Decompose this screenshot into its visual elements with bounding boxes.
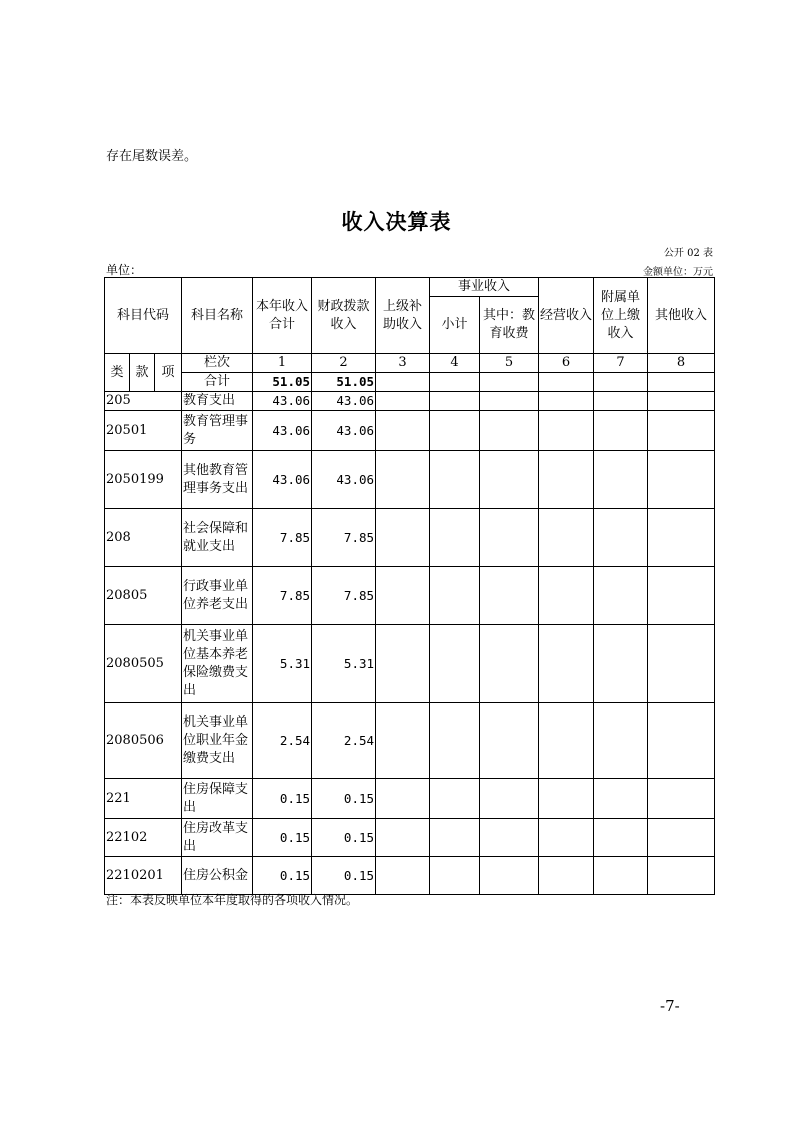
row-name: 住房保障支出 xyxy=(182,779,253,819)
table-row xyxy=(105,451,715,509)
unit-label: 单位： xyxy=(106,263,143,277)
row-fiscal: 0.15 xyxy=(312,779,376,819)
row-total: 0.15 xyxy=(253,857,312,895)
row-fiscal: 43.06 xyxy=(312,411,376,451)
row-total: 7.85 xyxy=(253,567,312,625)
row-name: 教育管理事务 xyxy=(182,411,253,451)
row-fiscal: 7.85 xyxy=(312,509,376,567)
col-num-7: 7 xyxy=(594,354,648,373)
form-number: 公开 02 表 xyxy=(663,248,713,259)
header-total: 本年收入合计 xyxy=(253,278,312,354)
row-total: 43.06 xyxy=(253,411,312,451)
row-name: 行政事业单位养老支出 xyxy=(182,567,253,625)
row-fiscal: 43.06 xyxy=(312,451,376,509)
row-total: 0.15 xyxy=(253,819,312,857)
table-row xyxy=(105,857,715,895)
row-fiscal: 5.31 xyxy=(312,625,376,703)
row-code: 22102 xyxy=(105,819,182,857)
row-fiscal: 2.54 xyxy=(312,703,376,779)
col-num-8: 8 xyxy=(648,354,715,373)
header-upper: 上级补助收入 xyxy=(376,278,430,354)
row-total: 0.15 xyxy=(253,779,312,819)
total-fiscal: 51.05 xyxy=(312,373,376,392)
row-fiscal: 43.06 xyxy=(312,392,376,411)
row-name: 其他教育管理事务支出 xyxy=(182,451,253,509)
col-num-4: 4 xyxy=(430,354,480,373)
table-row xyxy=(105,392,715,411)
header-subtotal: 小计 xyxy=(430,297,480,354)
header-xiang: 项 xyxy=(155,354,182,392)
row-name: 教育支出 xyxy=(182,392,253,411)
row-code: 2050199 xyxy=(105,451,182,509)
income-table xyxy=(104,277,715,895)
table-row xyxy=(105,625,715,703)
row-code: 20805 xyxy=(105,567,182,625)
page-title: 收入决算表 xyxy=(341,210,452,234)
table-row xyxy=(105,567,715,625)
row-fiscal: 0.15 xyxy=(312,857,376,895)
header-code: 科目代码 xyxy=(105,278,182,354)
row-fiscal: 7.85 xyxy=(312,567,376,625)
row-fiscal: 0.15 xyxy=(312,819,376,857)
row-total: 7.85 xyxy=(253,509,312,567)
row-total: 5.31 xyxy=(253,625,312,703)
row-name: 社会保障和就业支出 xyxy=(182,509,253,567)
money-unit-label: 金额单位：万元 xyxy=(643,267,713,278)
col-num-5: 5 xyxy=(480,354,539,373)
table-row xyxy=(105,509,715,567)
header-fiscal: 财政拨款收入 xyxy=(312,278,376,354)
row-total: 2.54 xyxy=(253,703,312,779)
table-row xyxy=(105,779,715,819)
page-number: -7- xyxy=(660,997,680,1015)
row-name: 机关事业单位基本养老保险缴费支出 xyxy=(182,625,253,703)
col-num-1: 1 xyxy=(253,354,312,373)
row-code: 221 xyxy=(105,779,182,819)
row-code: 205 xyxy=(105,392,182,411)
header-lanci: 栏次 xyxy=(182,354,253,373)
header-edu-fee: 其中：教育收费 xyxy=(480,297,539,354)
row-name: 机关事业单位职业年金缴费支出 xyxy=(182,703,253,779)
table-row xyxy=(105,703,715,779)
table-footnote: 注：本表反映单位本年度取得的各项收入情况。 xyxy=(106,893,359,907)
col-num-2: 2 xyxy=(312,354,376,373)
total-label: 合计 xyxy=(182,373,253,392)
header-other: 其他收入 xyxy=(648,278,715,354)
col-num-6: 6 xyxy=(539,354,594,373)
row-total: 43.06 xyxy=(253,451,312,509)
header-kuan: 款 xyxy=(130,354,155,392)
header-business: 事业收入 xyxy=(430,278,539,297)
row-name: 住房公积金 xyxy=(182,857,253,895)
header-operating: 经营收入 xyxy=(539,278,594,354)
row-code: 2080506 xyxy=(105,703,182,779)
top-note: 存在尾数误差。 xyxy=(106,149,198,164)
header-lei: 类 xyxy=(105,354,130,392)
row-code: 2210201 xyxy=(105,857,182,895)
row-total: 43.06 xyxy=(253,392,312,411)
row-code: 20501 xyxy=(105,411,182,451)
table-row xyxy=(105,411,715,451)
row-code: 2080505 xyxy=(105,625,182,703)
row-name: 住房改革支出 xyxy=(182,819,253,857)
table-row xyxy=(105,819,715,857)
header-name: 科目名称 xyxy=(182,278,253,354)
col-num-3: 3 xyxy=(376,354,430,373)
total-income: 51.05 xyxy=(253,373,312,392)
row-code: 208 xyxy=(105,509,182,567)
header-affiliated: 附属单位上缴收入 xyxy=(594,278,648,354)
